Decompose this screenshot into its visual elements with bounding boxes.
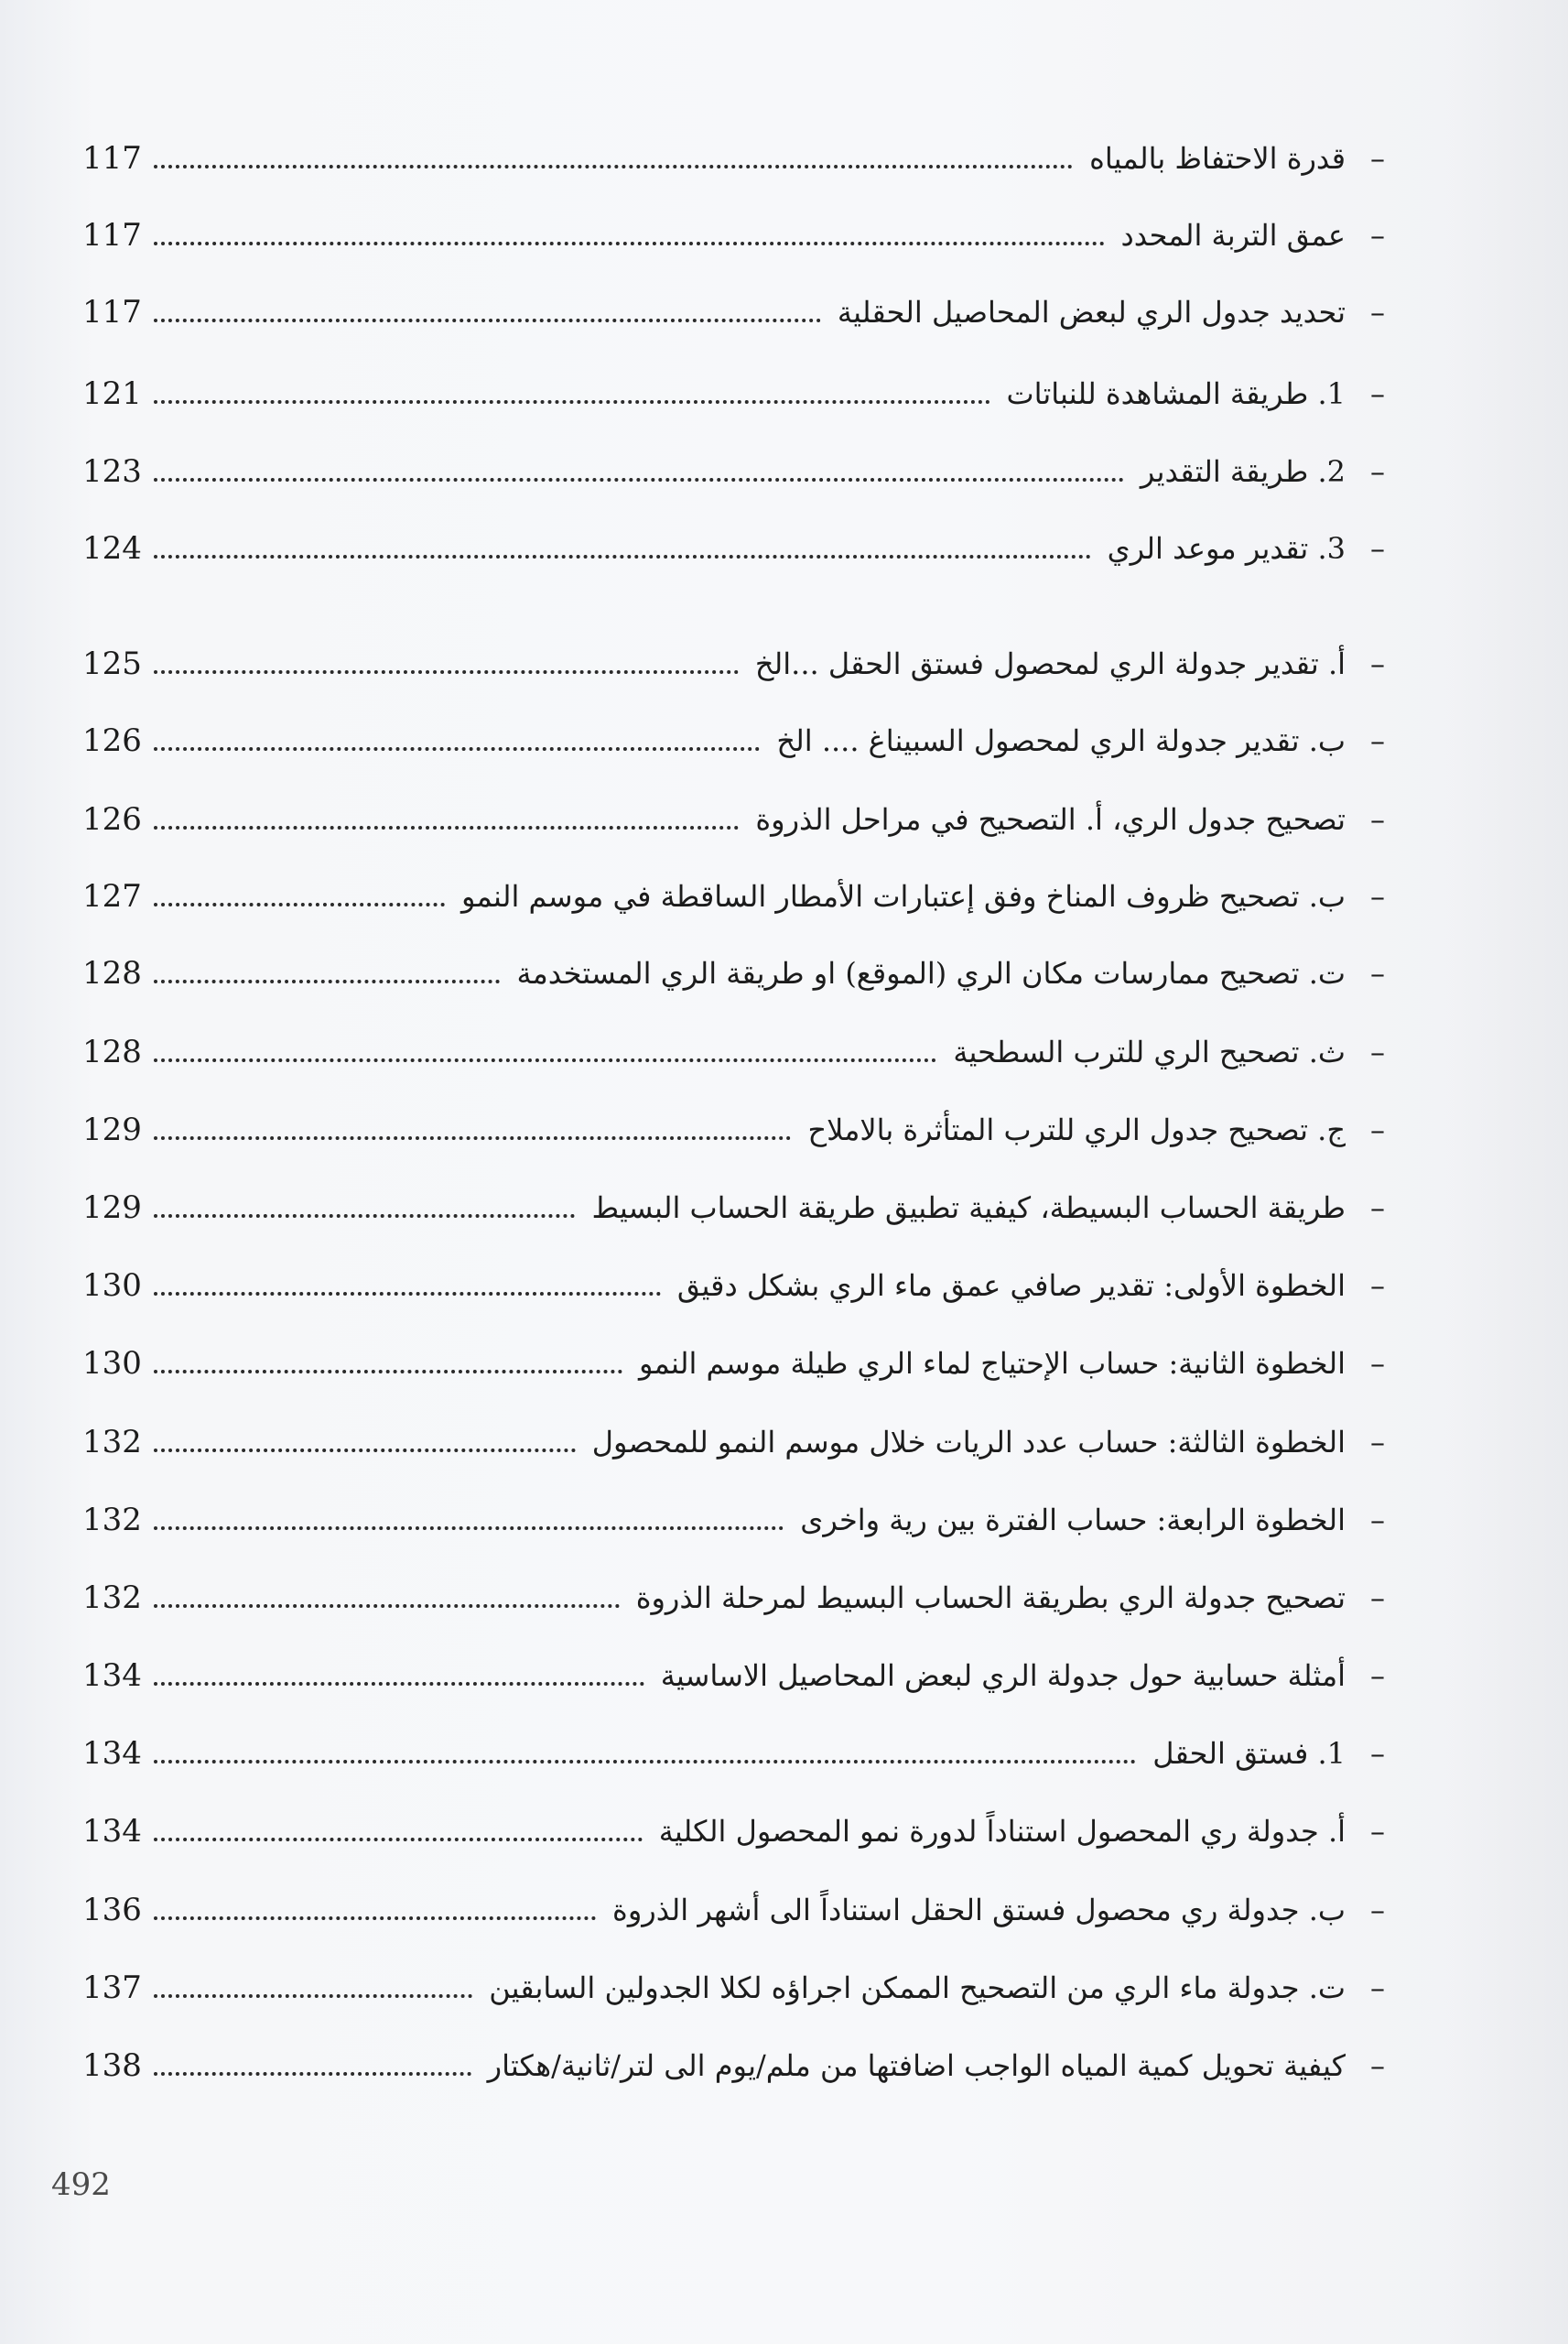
toc-entry-page: 121 <box>82 375 142 412</box>
dot-leader <box>154 1292 661 1296</box>
dot-leader <box>154 2072 471 2076</box>
toc-entry <box>82 512 1410 567</box>
toc-entry-title: ت. تصحيح ممارسات مكان الري (الموقع) او طريقة الري المستخدمة <box>516 956 1346 991</box>
toc-entry-page: 127 <box>82 878 142 915</box>
toc-entry <box>82 1405 1410 1460</box>
toc-dash: – <box>1370 1190 1385 1225</box>
dot-leader <box>154 903 445 906</box>
toc-entry-page: 134 <box>82 1813 142 1850</box>
toc-entry-page: 126 <box>82 722 142 759</box>
toc-entry <box>82 704 1410 759</box>
toc-entry-title: قدرة الاحتفاظ بالمياه <box>1089 141 1346 176</box>
toc-entry-title: ت. جدولة ماء الري من التصحيح الممكن اجراؤه لكلا الجدولين السابقين <box>489 1970 1346 2005</box>
dot-leader <box>154 1449 576 1452</box>
page-number: 492 <box>51 2166 111 2203</box>
toc-entry-title: أ. جدولة ري المحصول استناداً لدورة نمو المحصول الكلية <box>658 1814 1346 1849</box>
toc-entry-page: 136 <box>82 1892 142 1928</box>
toc-entry-title: 3. تقدير موعد الري <box>1107 531 1346 566</box>
toc-entry-title: الخطوة الثانية: حساب الإحتياج لماء الري طيلة موسم النمو <box>639 1346 1346 1381</box>
toc-dash: – <box>1370 218 1385 253</box>
toc-dash: – <box>1370 141 1385 176</box>
dot-leader <box>154 165 1073 168</box>
toc-entry <box>82 1327 1410 1382</box>
toc-entry <box>82 1249 1410 1304</box>
toc-entry-page: 117 <box>82 217 142 254</box>
toc-entry <box>82 783 1410 838</box>
dot-leader <box>154 478 1124 482</box>
toc-entry <box>82 122 1410 177</box>
toc-entry-title: الخطوة الثالثة: حساب عدد الريات خلال موسم النمو للمحصول <box>591 1425 1346 1460</box>
toc-dash: – <box>1370 802 1385 837</box>
dot-leader <box>154 1994 472 1998</box>
dot-leader <box>154 980 500 983</box>
toc-entry-title: عمق التربة المحدد <box>1120 218 1346 253</box>
toc-entry <box>82 435 1410 490</box>
dot-leader <box>154 1370 622 1373</box>
dot-leader <box>154 1682 644 1686</box>
toc-dash: – <box>1370 295 1385 330</box>
dot-leader <box>154 747 760 751</box>
toc-entry <box>82 1171 1410 1226</box>
toc-dash: – <box>1370 1658 1385 1693</box>
toc-entry-page: 134 <box>82 1735 142 1772</box>
toc-dash: – <box>1370 1112 1385 1147</box>
dot-leader <box>154 555 1091 559</box>
toc-dash: – <box>1370 1580 1385 1615</box>
toc-entry-title: تصحيح جدول الري، أ. التصحيح في مراحل الذروة <box>755 802 1346 837</box>
toc-dash: – <box>1370 1425 1385 1460</box>
toc-entry-title: ج. تصحيح جدول الري للترب المتأثرة بالاملاح <box>807 1112 1346 1147</box>
toc-entry-page: 129 <box>82 1112 142 1148</box>
toc-entry-page: 132 <box>82 1502 142 1538</box>
toc-entry <box>82 1093 1410 1148</box>
dot-leader <box>154 1760 1136 1763</box>
toc-entry <box>82 1873 1410 1928</box>
toc-entry-page: 128 <box>82 955 142 992</box>
dot-leader <box>154 242 1105 245</box>
toc-dash: – <box>1370 1814 1385 1849</box>
toc-dash: – <box>1370 879 1385 914</box>
dot-leader <box>154 1136 791 1140</box>
toc-entry <box>82 1951 1410 2006</box>
toc-entry-title: الخطوة الرابعة: حساب الفترة بين رية واخرى <box>800 1503 1346 1537</box>
toc-entry-title: ب. جدولة ري محصول فستق الحقل استناداً الى أشهر الذروة <box>612 1893 1346 1927</box>
toc-entry-page: 130 <box>82 1345 142 1382</box>
toc-dash: – <box>1370 2048 1385 2083</box>
toc-entry-title: كيفية تحويل كمية المياه الواجب اضافتها من ملم/يوم الى لتر/ثانية/هكتار <box>487 2048 1346 2083</box>
toc-entry-page: 124 <box>82 530 142 567</box>
toc-entry-title: تصحيح جدولة الري بطريقة الحساب البسيط لمرحلة الذروة <box>635 1580 1346 1615</box>
toc-entry-page: 117 <box>82 140 142 177</box>
toc-entry <box>82 627 1410 682</box>
dot-leader <box>154 1838 643 1841</box>
toc-entry-page: 123 <box>82 453 142 490</box>
toc-entry-page: 137 <box>82 1970 142 2006</box>
toc-entry <box>82 2029 1410 2084</box>
toc-dash: – <box>1370 646 1385 681</box>
dot-leader <box>154 1058 936 1062</box>
toc-entry-page: 117 <box>82 294 142 331</box>
toc-dash: – <box>1370 454 1385 489</box>
toc-entry <box>82 860 1410 915</box>
toc-dash: – <box>1370 531 1385 566</box>
toc-dash: – <box>1370 1503 1385 1537</box>
toc-entry-page: 138 <box>82 2047 142 2084</box>
toc-dash: – <box>1370 1346 1385 1381</box>
toc-entry <box>82 1561 1410 1616</box>
toc-entry <box>82 1639 1410 1694</box>
toc-entry-title: 1. طريقة المشاهدة للنباتات <box>1006 376 1346 411</box>
toc-dash: – <box>1370 1970 1385 2005</box>
toc-entry-page: 125 <box>82 646 142 682</box>
dot-leader <box>154 400 990 404</box>
toc-dash: – <box>1370 1893 1385 1927</box>
toc-entry <box>82 1483 1410 1538</box>
toc-dash: – <box>1370 723 1385 758</box>
toc-entry-title: الخطوة الأولى: تقدير صافي عمق ماء الري بشكل دقيق <box>676 1268 1346 1303</box>
toc-entry-title: ب. تقدير جدولة الري لمحصول السبيناغ .... الخ <box>776 723 1346 758</box>
toc-dash: – <box>1370 1736 1385 1771</box>
toc-entry-title: 2. طريقة التقدير <box>1140 454 1346 489</box>
toc-dash: – <box>1370 1035 1385 1069</box>
toc-entry-page: 132 <box>82 1424 142 1460</box>
toc-entry-title: ب. تصحيح ظروف المناخ وفق إعتبارات الأمطار الساقطة في موسم النمو <box>461 879 1346 914</box>
dot-leader <box>154 670 739 674</box>
toc-entry-page: 130 <box>82 1267 142 1304</box>
dot-leader <box>154 1214 575 1218</box>
toc-entry <box>82 357 1410 412</box>
toc-entry-title: تحديد جدول الري لبعض المحاصيل الحقلية <box>837 295 1346 330</box>
dot-leader <box>154 319 821 322</box>
dot-leader <box>154 1604 620 1608</box>
toc-entry-page: 126 <box>82 801 142 838</box>
toc-entry-title: طريقة الحساب البسيطة، كيفية تطبيق طريقة الحساب البسيط <box>591 1190 1346 1225</box>
toc-entry-page: 134 <box>82 1657 142 1694</box>
toc-entry-page: 128 <box>82 1034 142 1070</box>
toc-entry-title: أمثلة حسابية حول جدولة الري لبعض المحاصيل الاساسية <box>660 1658 1346 1693</box>
dot-leader <box>154 1916 596 1920</box>
toc-entry-page: 129 <box>82 1189 142 1226</box>
toc-entry-title: 1. فستق الحقل <box>1152 1736 1346 1771</box>
toc-entry <box>82 276 1410 331</box>
toc-entry <box>82 1015 1410 1070</box>
toc-entry <box>82 937 1410 992</box>
toc-dash: – <box>1370 1268 1385 1303</box>
toc-entry <box>82 1795 1410 1850</box>
page-edge-shadow <box>1440 0 1568 2344</box>
toc-entry <box>82 199 1410 254</box>
toc-dash: – <box>1370 956 1385 991</box>
dot-leader <box>154 1526 784 1530</box>
toc-dash: – <box>1370 376 1385 411</box>
toc-entry-page: 132 <box>82 1579 142 1616</box>
toc-entry-title: ث. تصحيح الري للترب السطحية <box>953 1035 1346 1069</box>
toc-entry <box>82 1717 1410 1772</box>
dot-leader <box>154 826 739 830</box>
toc-entry-title: أ. تقدير جدولة الري لمحصول فستق الحقل ...الخ <box>754 646 1346 681</box>
